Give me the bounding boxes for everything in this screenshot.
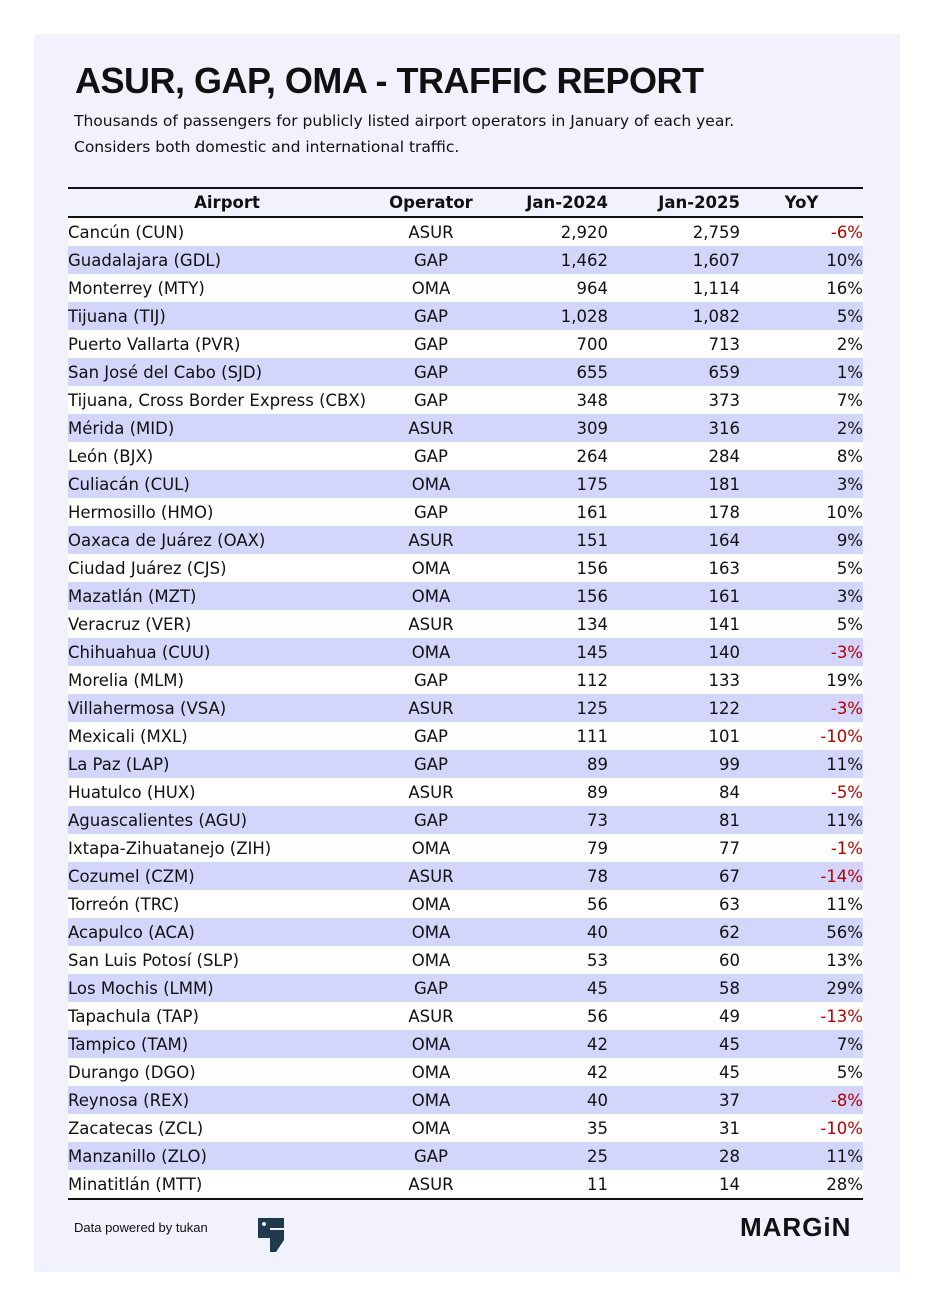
yoy-cell: 19%: [826, 670, 863, 690]
yoy-cell: 3%: [836, 474, 863, 494]
jan-2025-cell: 28: [719, 1146, 740, 1166]
table-row: [68, 414, 863, 442]
jan-2024-cell: 78: [587, 866, 608, 886]
operator-cell: GAP: [413, 978, 449, 998]
table-row: [68, 666, 863, 694]
operator-cell: GAP: [413, 726, 449, 746]
airport-cell: Huatulco (HUX): [68, 782, 196, 802]
yoy-cell: -5%: [830, 782, 863, 802]
airport-cell: Chihuahua (CUU): [68, 642, 211, 662]
yoy-cell: 1%: [836, 362, 863, 382]
operator-cell: GAP: [413, 502, 449, 522]
jan-2025-cell: 163: [708, 558, 740, 578]
operator-cell: GAP: [413, 1146, 449, 1166]
yoy-cell: 5%: [836, 1062, 863, 1082]
subtitle-line-1: Thousands of passengers for publicly listed airport operators in January of each year.: [74, 112, 735, 130]
jan-2024-cell: 11: [587, 1174, 608, 1194]
jan-2025-cell: 101: [708, 726, 740, 746]
table-row: [68, 302, 863, 330]
yoy-cell: 28%: [826, 1174, 863, 1194]
airport-cell: Cancún (CUN): [68, 222, 185, 242]
operator-cell: OMA: [411, 1090, 451, 1110]
jan-2025-cell: 60: [719, 950, 740, 970]
jan-2025-cell: 1,607: [692, 250, 740, 270]
table-row: [68, 470, 863, 498]
operator-cell: ASUR: [408, 418, 454, 438]
operator-cell: GAP: [413, 334, 449, 354]
table-row: [68, 274, 863, 302]
jan-2024-cell: 1,462: [560, 250, 608, 270]
airport-cell: San Luis Potosí (SLP): [68, 950, 240, 970]
airport-cell: Aguascalientes (AGU): [68, 810, 248, 830]
traffic-table: [68, 187, 863, 1200]
yoy-cell: 29%: [826, 978, 863, 998]
table-row: [68, 610, 863, 638]
subtitle-line-2: Considers both domestic and international traffic.: [74, 138, 460, 156]
jan-2024-cell: 25: [587, 1146, 608, 1166]
yoy-cell: 10%: [826, 250, 863, 270]
yoy-cell: 11%: [826, 754, 863, 774]
jan-2024-cell: 45: [587, 978, 608, 998]
table-row: [68, 358, 863, 386]
table-row: [68, 1002, 863, 1030]
table-row: [68, 386, 863, 414]
yoy-cell: 10%: [826, 502, 863, 522]
table-row: [68, 862, 863, 890]
airport-cell: Manzanillo (ZLO): [68, 1146, 207, 1166]
jan-2025-cell: 161: [708, 586, 740, 606]
operator-cell: GAP: [413, 810, 449, 830]
table-row: [68, 694, 863, 722]
yoy-cell: 5%: [836, 614, 863, 634]
jan-2025-cell: 713: [708, 334, 740, 354]
table-row: [68, 217, 863, 246]
operator-cell: ASUR: [408, 1174, 454, 1194]
jan-2025-cell: 140: [708, 642, 740, 662]
operator-cell: ASUR: [408, 222, 454, 242]
jan-2025-cell: 67: [719, 866, 740, 886]
airport-cell: Monterrey (MTY): [68, 278, 205, 298]
yoy-cell: -3%: [830, 642, 863, 662]
jan-2024-cell: 134: [576, 614, 608, 634]
operator-cell: OMA: [411, 474, 451, 494]
jan-2024-cell: 964: [576, 278, 608, 298]
jan-2024-cell: 53: [587, 950, 608, 970]
operator-cell: OMA: [411, 1034, 451, 1054]
jan-2024-cell: 156: [576, 558, 608, 578]
jan-2025-cell: 62: [719, 922, 740, 942]
airport-cell: León (BJX): [68, 446, 154, 466]
table-row: [68, 498, 863, 526]
jan-2025-cell: 659: [708, 362, 740, 382]
jan-2024-cell: 2,920: [560, 222, 608, 242]
jan-2024-cell: 700: [576, 334, 608, 354]
table-row: [68, 778, 863, 806]
table-row: [68, 974, 863, 1002]
table-row: [68, 918, 863, 946]
jan-2025-cell: 77: [719, 838, 740, 858]
jan-2025-cell: 178: [708, 502, 740, 522]
column-header-jan-2024: Jan-2024: [476, 188, 608, 217]
operator-cell: OMA: [411, 642, 451, 662]
table-row: [68, 750, 863, 778]
airport-cell: Zacatecas (ZCL): [68, 1118, 204, 1138]
report-card: [34, 34, 900, 1272]
column-header-jan-2025: Jan-2025: [608, 188, 740, 217]
margin-logo: MARGiN: [740, 1212, 852, 1242]
operator-cell: OMA: [411, 894, 451, 914]
operator-cell: ASUR: [408, 1006, 454, 1026]
jan-2024-cell: 112: [576, 670, 608, 690]
table-row: [68, 946, 863, 974]
yoy-cell: -10%: [820, 1118, 863, 1138]
jan-2024-cell: 79: [587, 838, 608, 858]
jan-2025-cell: 49: [719, 1006, 740, 1026]
yoy-cell: 9%: [836, 530, 863, 550]
yoy-cell: 5%: [836, 306, 863, 326]
yoy-cell: -14%: [820, 866, 863, 886]
table-row: [68, 526, 863, 554]
airport-cell: Culiacán (CUL): [68, 474, 190, 494]
jan-2024-cell: 348: [576, 390, 608, 410]
jan-2024-cell: 309: [576, 418, 608, 438]
jan-2024-cell: 125: [576, 698, 608, 718]
data-credit: Data powered by tukan: [74, 1220, 208, 1235]
column-header-operator: Operator: [386, 188, 476, 217]
jan-2024-cell: 264: [576, 446, 608, 466]
table-row: [68, 1058, 863, 1086]
jan-2025-cell: 122: [708, 698, 740, 718]
table-row: [68, 582, 863, 610]
operator-cell: ASUR: [408, 614, 454, 634]
operator-cell: ASUR: [408, 866, 454, 886]
jan-2024-cell: 40: [587, 1090, 608, 1110]
jan-2025-cell: 45: [719, 1034, 740, 1054]
operator-cell: OMA: [411, 1118, 451, 1138]
operator-cell: GAP: [413, 754, 449, 774]
operator-cell: ASUR: [408, 698, 454, 718]
airport-cell: Ixtapa-Zihuatanejo (ZIH): [68, 838, 272, 858]
operator-cell: OMA: [411, 950, 451, 970]
jan-2024-cell: 89: [587, 782, 608, 802]
airport-cell: Guadalajara (GDL): [68, 250, 222, 270]
jan-2024-cell: 655: [576, 362, 608, 382]
airport-cell: Tampico (TAM): [68, 1034, 189, 1054]
operator-cell: OMA: [411, 558, 451, 578]
yoy-cell: -1%: [830, 838, 863, 858]
airport-cell: Puerto Vallarta (PVR): [68, 334, 241, 354]
jan-2024-cell: 151: [576, 530, 608, 550]
airport-cell: Mazatlán (MZT): [68, 586, 197, 606]
yoy-cell: 56%: [826, 922, 863, 942]
yoy-cell: 8%: [836, 446, 863, 466]
airport-cell: Tijuana, Cross Border Express (CBX): [68, 390, 367, 410]
operator-cell: OMA: [411, 838, 451, 858]
yoy-cell: -3%: [830, 698, 863, 718]
jan-2024-cell: 73: [587, 810, 608, 830]
yoy-cell: -10%: [820, 726, 863, 746]
jan-2024-cell: 56: [587, 1006, 608, 1026]
table-row: [68, 1170, 863, 1199]
jan-2025-cell: 31: [719, 1118, 740, 1138]
table-row: [68, 1030, 863, 1058]
jan-2025-cell: 1,082: [692, 306, 740, 326]
operator-cell: OMA: [411, 586, 451, 606]
jan-2025-cell: 45: [719, 1062, 740, 1082]
yoy-cell: 7%: [836, 1034, 863, 1054]
operator-cell: GAP: [413, 250, 449, 270]
table-row: [68, 1114, 863, 1142]
report-title: ASUR, GAP, OMA - TRAFFIC REPORT: [75, 60, 704, 101]
operator-cell: GAP: [413, 390, 449, 410]
jan-2024-cell: 89: [587, 754, 608, 774]
airport-cell: Villahermosa (VSA): [68, 698, 227, 718]
yoy-cell: 13%: [826, 950, 863, 970]
operator-cell: GAP: [413, 446, 449, 466]
jan-2025-cell: 164: [708, 530, 740, 550]
jan-2025-cell: 14: [719, 1174, 740, 1194]
table-row: [68, 890, 863, 918]
airport-cell: Veracruz (VER): [68, 614, 192, 634]
jan-2024-cell: 42: [587, 1062, 608, 1082]
table-row: [68, 834, 863, 862]
table-row: [68, 246, 863, 274]
jan-2025-cell: 2,759: [692, 222, 740, 242]
jan-2025-cell: 181: [708, 474, 740, 494]
jan-2025-cell: 284: [708, 446, 740, 466]
report-subtitle: [74, 108, 734, 160]
table-row: [68, 554, 863, 582]
operator-cell: OMA: [411, 278, 451, 298]
jan-2025-cell: 99: [719, 754, 740, 774]
table-row: [68, 806, 863, 834]
operator-cell: ASUR: [408, 530, 454, 550]
yoy-cell: -6%: [830, 222, 863, 242]
yoy-cell: 3%: [836, 586, 863, 606]
jan-2025-cell: 37: [719, 1090, 740, 1110]
yoy-cell: 7%: [836, 390, 863, 410]
operator-cell: OMA: [411, 1062, 451, 1082]
operator-cell: GAP: [413, 362, 449, 382]
airport-cell: La Paz (LAP): [68, 754, 170, 774]
jan-2024-cell: 56: [587, 894, 608, 914]
airport-cell: Torreón (TRC): [68, 894, 180, 914]
jan-2025-cell: 316: [708, 418, 740, 438]
jan-2025-cell: 141: [708, 614, 740, 634]
airport-cell: Morelia (MLM): [68, 670, 184, 690]
airport-cell: San José del Cabo (SJD): [68, 362, 263, 382]
yoy-cell: 11%: [826, 810, 863, 830]
yoy-cell: 16%: [826, 278, 863, 298]
operator-cell: ASUR: [408, 782, 454, 802]
column-header-airport: Airport: [68, 188, 386, 217]
table-row: [68, 1086, 863, 1114]
operator-cell: GAP: [413, 670, 449, 690]
jan-2025-cell: 58: [719, 978, 740, 998]
airport-cell: Hermosillo (HMO): [68, 502, 214, 522]
jan-2024-cell: 35: [587, 1118, 608, 1138]
table-row: [68, 722, 863, 750]
column-header-yoy: YoY: [740, 188, 863, 217]
yoy-cell: 11%: [826, 1146, 863, 1166]
jan-2024-cell: 161: [576, 502, 608, 522]
jan-2025-cell: 133: [708, 670, 740, 690]
jan-2024-cell: 1,028: [560, 306, 608, 326]
jan-2024-cell: 156: [576, 586, 608, 606]
yoy-cell: 11%: [826, 894, 863, 914]
airport-cell: Tijuana (TIJ): [68, 306, 166, 326]
jan-2025-cell: 373: [708, 390, 740, 410]
airport-cell: Ciudad Juárez (CJS): [68, 558, 227, 578]
airport-cell: Durango (DGO): [68, 1062, 196, 1082]
jan-2025-cell: 81: [719, 810, 740, 830]
jan-2024-cell: 111: [576, 726, 608, 746]
table-row: [68, 1142, 863, 1170]
yoy-cell: 2%: [836, 334, 863, 354]
airport-cell: Mexicali (MXL): [68, 726, 188, 746]
yoy-cell: -13%: [820, 1006, 863, 1026]
table-row: [68, 638, 863, 666]
yoy-cell: 2%: [836, 418, 863, 438]
airport-cell: Reynosa (REX): [68, 1090, 190, 1110]
jan-2024-cell: 42: [587, 1034, 608, 1054]
operator-cell: GAP: [413, 306, 449, 326]
yoy-cell: 5%: [836, 558, 863, 578]
airport-cell: Oaxaca de Juárez (OAX): [68, 530, 266, 550]
airport-cell: Los Mochis (LMM): [68, 978, 214, 998]
airport-cell: Mérida (MID): [68, 418, 175, 438]
table-row: [68, 442, 863, 470]
jan-2025-cell: 84: [719, 782, 740, 802]
airport-cell: Tapachula (TAP): [68, 1006, 199, 1026]
operator-cell: OMA: [411, 922, 451, 942]
tukan-logo-icon: [256, 1216, 286, 1258]
jan-2024-cell: 145: [576, 642, 608, 662]
airport-cell: Cozumel (CZM): [68, 866, 195, 886]
table-row: [68, 330, 863, 358]
jan-2024-cell: 40: [587, 922, 608, 942]
jan-2025-cell: 63: [719, 894, 740, 914]
airport-cell: Minatitlán (MTT): [68, 1174, 203, 1194]
table-header-row: [68, 188, 863, 217]
yoy-cell: -8%: [830, 1090, 863, 1110]
jan-2024-cell: 175: [576, 474, 608, 494]
table-body: [68, 217, 863, 1199]
airport-cell: Acapulco (ACA): [68, 922, 195, 942]
jan-2025-cell: 1,114: [692, 278, 740, 298]
